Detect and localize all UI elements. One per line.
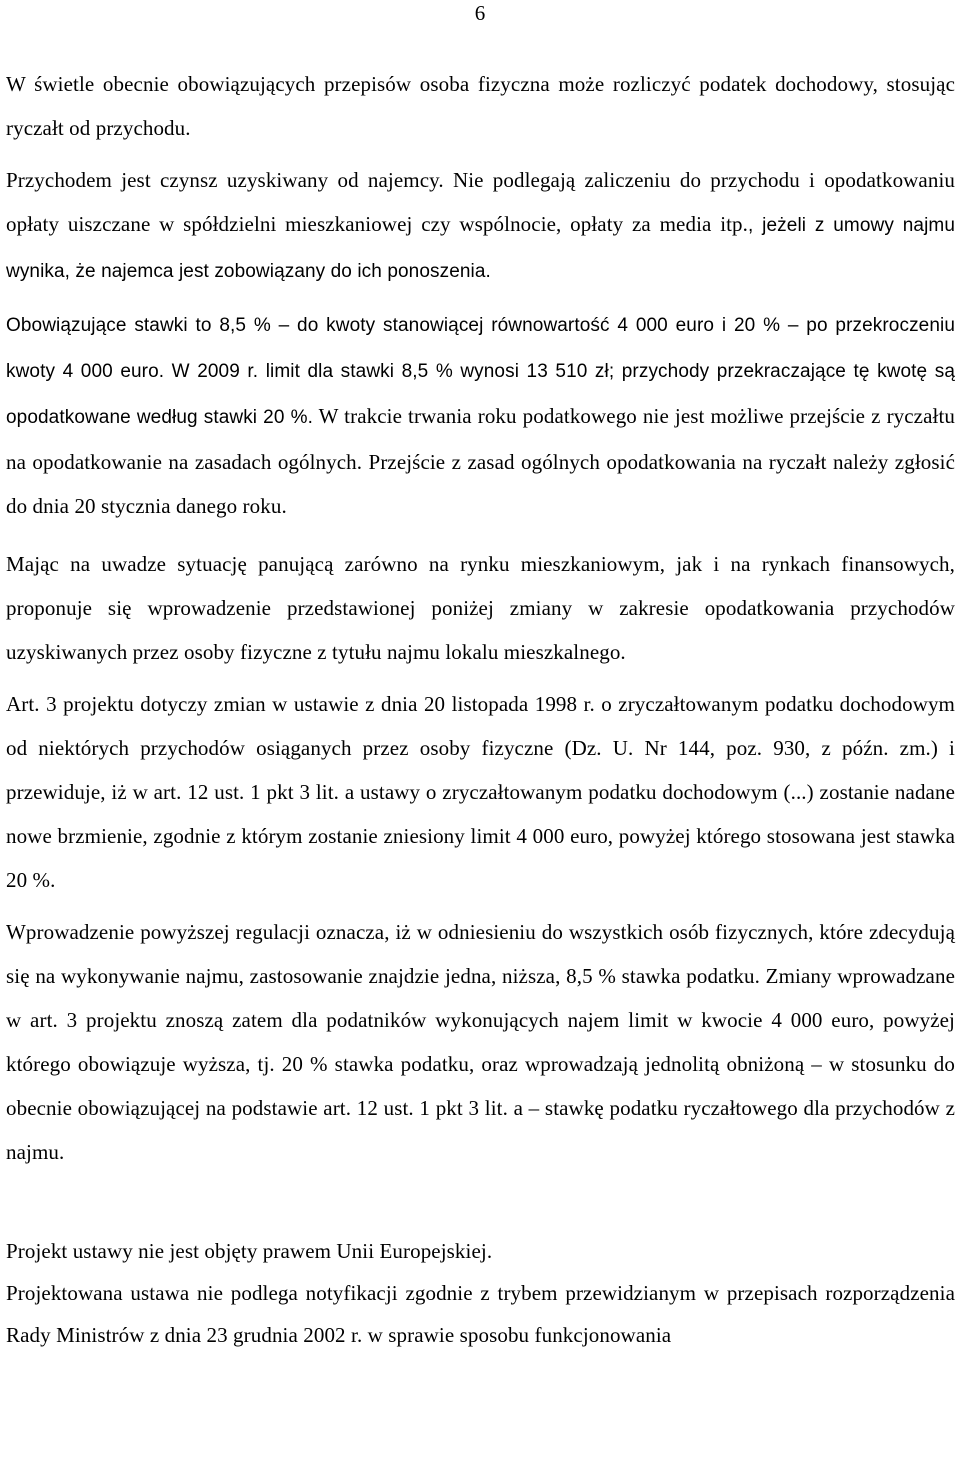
- tax-rates-switching: W trakcie trwania roku podatkowego nie jest możliwe przejście z ryczałtu na opodatkowanie na zasadach ogólnych. Przejście z zasad ogólnych opodatkowania na ryczałt należy zgłosić do dnia 20 stycznia danego roku.: [6, 404, 955, 518]
- paragraph-flat-rate-intro: W świetle obecnie obowiązujących przepisów osoba fizyczna może rozliczyć podatek dochodowy, stosując ryczałt od przychodu.: [6, 72, 955, 140]
- paragraph-proposal: Mając na uwadze sytuację panującą zarówno na rynku mieszkaniowym, jak i na rynkach finansowych, proponuje się wprowadzenie przedstawionej poniżej zmiany w zakresie opodatkowania przychodów uzyskiwanych przez osoby fizyczne z tytułu najmu lokalu mieszkalnego.: [6, 552, 955, 664]
- page-number: 6: [474, 1, 486, 25]
- revenue-definition-condition: , jeżeli z umowy najmu wynika, że najemca jest zobowiązany do ich ponoszenia.: [6, 215, 955, 282]
- paragraph-regulation-effect: Wprowadzenie powyższej regulacji oznacza, iż w odniesieniu do wszystkich osób fizycznych, które zdecydują się na wykonywanie najmu, zastosowanie znajdzie jedna, niższa, 8,5 % stawka podatku. Zmiany wprowadzane w art. 3 projektu znoszą zatem dla podatników wykonujących najem limit w kwocie 4 000 euro, powyżej którego obowiązuje wyższa, tj. 20 % stawka podatku, oraz wprowadzają jednolitą obniżoną – w stosunku do obecnie obowiązującej na podstawie art. 12 ust. 1 pkt 3 lit. a – stawkę podatku ryczałtowego dla przychodów z najmu.: [6, 920, 955, 1164]
- tax-rates-text: Obowiązujące stawki to 8,5 % – do kwoty stanowiącej równowartość 4 000 euro i 20 % – po przekroczeniu kwoty 4 000 euro. W 2009 r. limit dla stawki 8,5 % wynosi 13 510 zł; przychody przekraczające tę kwotę są opodatkowane według stawki 20 %.: [6, 315, 955, 428]
- document-body: [6, 62, 955, 1356]
- revenue-definition-text: Przychodem jest czynsz uzyskiwany od najemcy. Nie podlegają zaliczeniu do przychodu i opodatkowaniu opłaty uiszczane w spółdzielni mieszkaniowej czy wspólnocie, opłaty za media itp.: [6, 168, 955, 236]
- paragraph-tax-rates: [6, 302, 955, 528]
- paragraph-revenue-definition: [6, 158, 955, 294]
- paragraph-article-3: Art. 3 projektu dotyczy zmian w ustawie z dnia 20 listopada 1998 r. o zryczałtowanym podatku dochodowym od niektórych przychodów osiąganych przez osoby fizyczne (Dz. U. Nr 144, poz. 930, z późn. zm.) i przewiduje, iż w art. 12 ust. 1 pkt 3 lit. a ustawy o zryczałtowanym podatku dochodowym (...) zostanie nadane nowe brzmienie, zgodnie z którym zostanie zniesiony limit 4 000 euro, powyżej którego stosowana jest stawka 20 %.: [6, 692, 955, 892]
- paragraph-eu-law: Projekt ustawy nie jest objęty prawem Unii Europejskiej.: [6, 1239, 493, 1263]
- paragraph-notification: Projektowana ustawa nie podlega notyfikacji zgodnie z trybem przewidzianym w przepisach rozporządzenia Rady Ministrów z dnia 23 grudnia 2002 r. w sprawie sposobu funkcjonowania: [6, 1281, 955, 1347]
